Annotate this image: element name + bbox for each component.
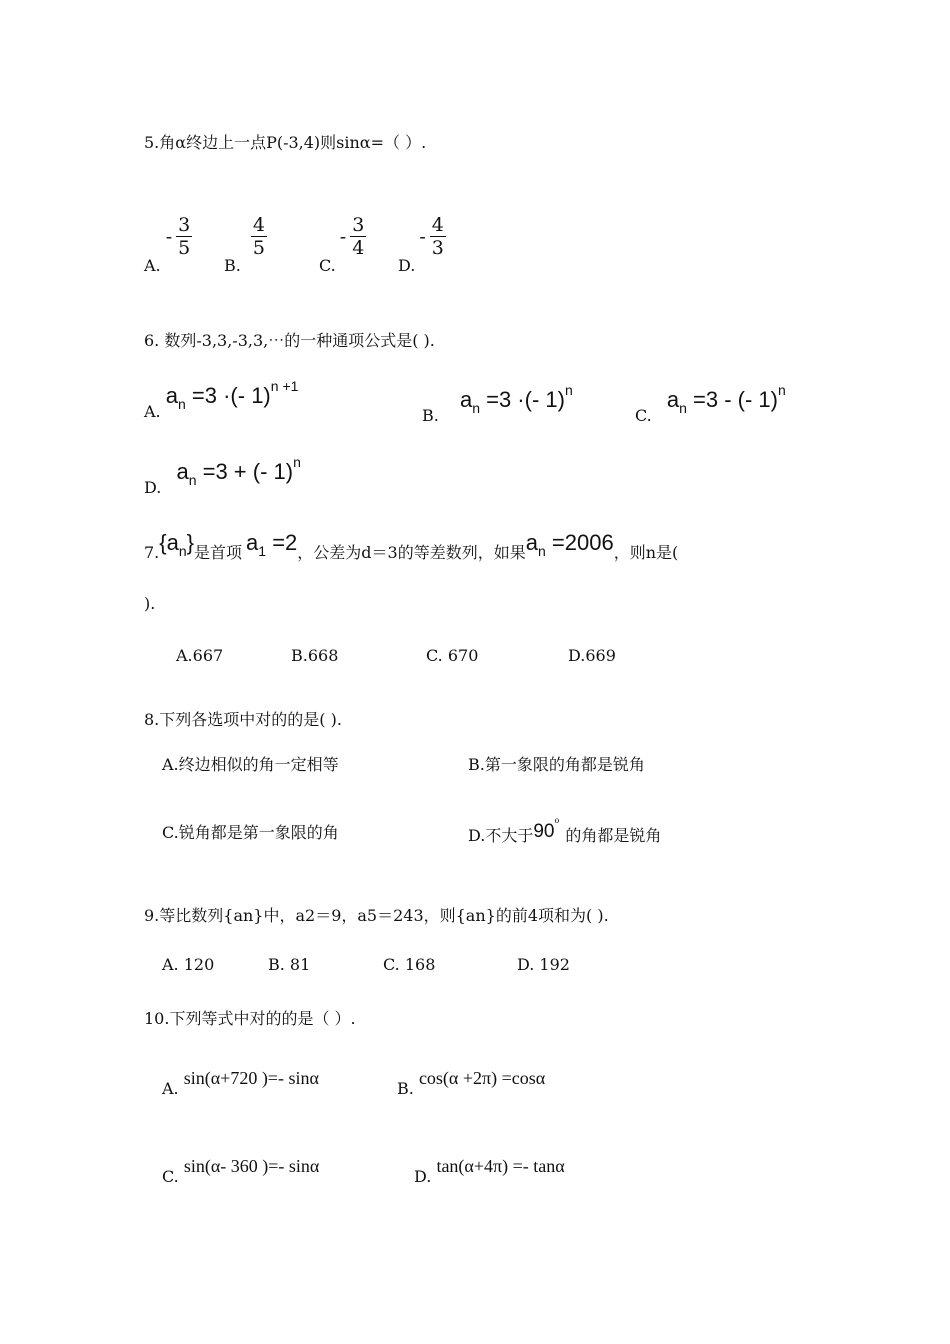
q5-d-sign: - — [419, 225, 426, 248]
q6-option-d — [144, 454, 301, 497]
q5-d-fraction — [430, 214, 446, 259]
q9-stem: 9.等比数列{an}中，a2＝9，a5＝243，则{an}的前4项和为( ). — [144, 906, 609, 925]
q5-b-numerator: 4 — [252, 214, 265, 236]
q5-c-label: C. — [319, 256, 336, 275]
q6-b-label: B. — [422, 406, 439, 425]
q7-option-c: C. 670 — [426, 646, 479, 665]
q5-option-b — [224, 214, 267, 275]
q5-c-sign: - — [339, 225, 347, 248]
q7-text-1: 是首项 — [194, 543, 243, 562]
q9-option-b: B. 81 — [268, 955, 311, 974]
q5-d-denominator: 3 — [431, 237, 444, 259]
q10-c-expression: sin(α- 360 )=- sinα — [183, 1156, 320, 1176]
q7-option-a: A.667 — [176, 646, 224, 665]
q7-stem-line-2: ). — [144, 594, 156, 613]
q5-c-denominator: 4 — [352, 237, 365, 259]
q7-first-term: $a_1 =2$ — [246, 530, 298, 559]
q5-option-c — [319, 214, 366, 275]
q10-option-d — [414, 1156, 565, 1186]
q9-option-d: D. 192 — [517, 955, 570, 974]
q7-stem — [144, 530, 678, 563]
q8-d-suffix: 的角都是锐角 — [565, 826, 662, 845]
q7-text-3: ，则n是( — [613, 543, 679, 562]
q6-c-label: C. — [635, 406, 652, 425]
q10-d-expression: tan(α+4π) =- tanα — [436, 1156, 565, 1176]
q7-text-2: ，公差为d＝3的等差数列，如果 — [297, 543, 526, 562]
q6-d-label: D. — [144, 478, 162, 497]
q10-option-c — [162, 1156, 319, 1186]
q10-option-b — [397, 1068, 545, 1098]
q7-nth-term: $a_n =2006$ — [525, 530, 614, 559]
q7-number: 7. — [144, 543, 160, 562]
q5-stem: 5.角α终边上一点P(-3,4)则sinα=（ ）. — [144, 133, 427, 152]
q5-a-sign: - — [165, 225, 173, 248]
q6-option-b — [422, 382, 573, 425]
q10-a-label: A. — [162, 1079, 179, 1098]
q10-b-label: B. — [397, 1079, 414, 1098]
q7-sequence-set: $\{a_n\}$ — [159, 530, 195, 559]
q8-d-degree: 90 — [533, 821, 555, 842]
q6-option-a — [144, 378, 298, 421]
q5-d-numerator: 4 — [431, 214, 444, 236]
q6-d-formula: $a_n =3$ + (- 1)$^n$ — [176, 454, 301, 488]
q8-option-b: B.第一象限的角都是锐角 — [468, 755, 645, 774]
q9-option-a: A. 120 — [162, 955, 215, 974]
q5-a-denominator: 5 — [178, 237, 191, 259]
q6-option-c — [635, 382, 786, 425]
q10-stem: 10.下列等式中对的的是（ ）. — [144, 1009, 356, 1028]
q8-d-prefix: D.不大于 — [468, 826, 534, 845]
q5-c-fraction — [350, 214, 366, 259]
q8-option-d — [468, 816, 661, 846]
q10-d-label: D. — [414, 1167, 432, 1186]
q5-c-numerator: 3 — [352, 214, 365, 236]
q10-option-a — [162, 1068, 319, 1098]
q7-option-d: D.669 — [568, 646, 616, 665]
q6-a-formula: $a_n =3$ ·(- 1)$^{n +1}$ — [165, 378, 299, 412]
q5-b-denominator: 5 — [252, 237, 265, 259]
q9-option-c: C. 168 — [383, 955, 436, 974]
q7-option-b: B.668 — [291, 646, 339, 665]
q6-b-formula: $a_n =3$ ·(- 1)$^n$ — [459, 382, 573, 416]
q10-b-expression: cos(α +2π) =cosα — [418, 1068, 546, 1088]
q8-option-c: C.锐角都是第一象限的角 — [162, 823, 339, 842]
q5-d-label: D. — [398, 256, 416, 275]
q10-a-expression: sin(α+720 )=- sinα — [183, 1068, 319, 1088]
q5-a-numerator: 3 — [178, 214, 191, 236]
q5-b-label: B. — [224, 256, 241, 275]
q5-a-fraction — [176, 214, 192, 259]
q5-option-d — [398, 214, 446, 275]
q8-stem: 8.下列各选项中对的的是( ). — [144, 710, 342, 729]
q6-c-formula: $a_n =3$ - (- 1)$^n$ — [666, 382, 786, 416]
q5-a-label: A. — [144, 256, 161, 275]
q5-b-fraction — [251, 214, 267, 259]
q6-stem: 6. 数列-3,3,-3,3,⋯的一种通项公式是( ). — [144, 331, 435, 350]
q8-option-a: A.终边相似的角一定相等 — [162, 755, 339, 774]
q6-a-label: A. — [144, 402, 161, 421]
degree-mark: o — [554, 816, 560, 825]
q10-c-label: C. — [162, 1167, 179, 1186]
q5-option-a — [144, 214, 192, 275]
